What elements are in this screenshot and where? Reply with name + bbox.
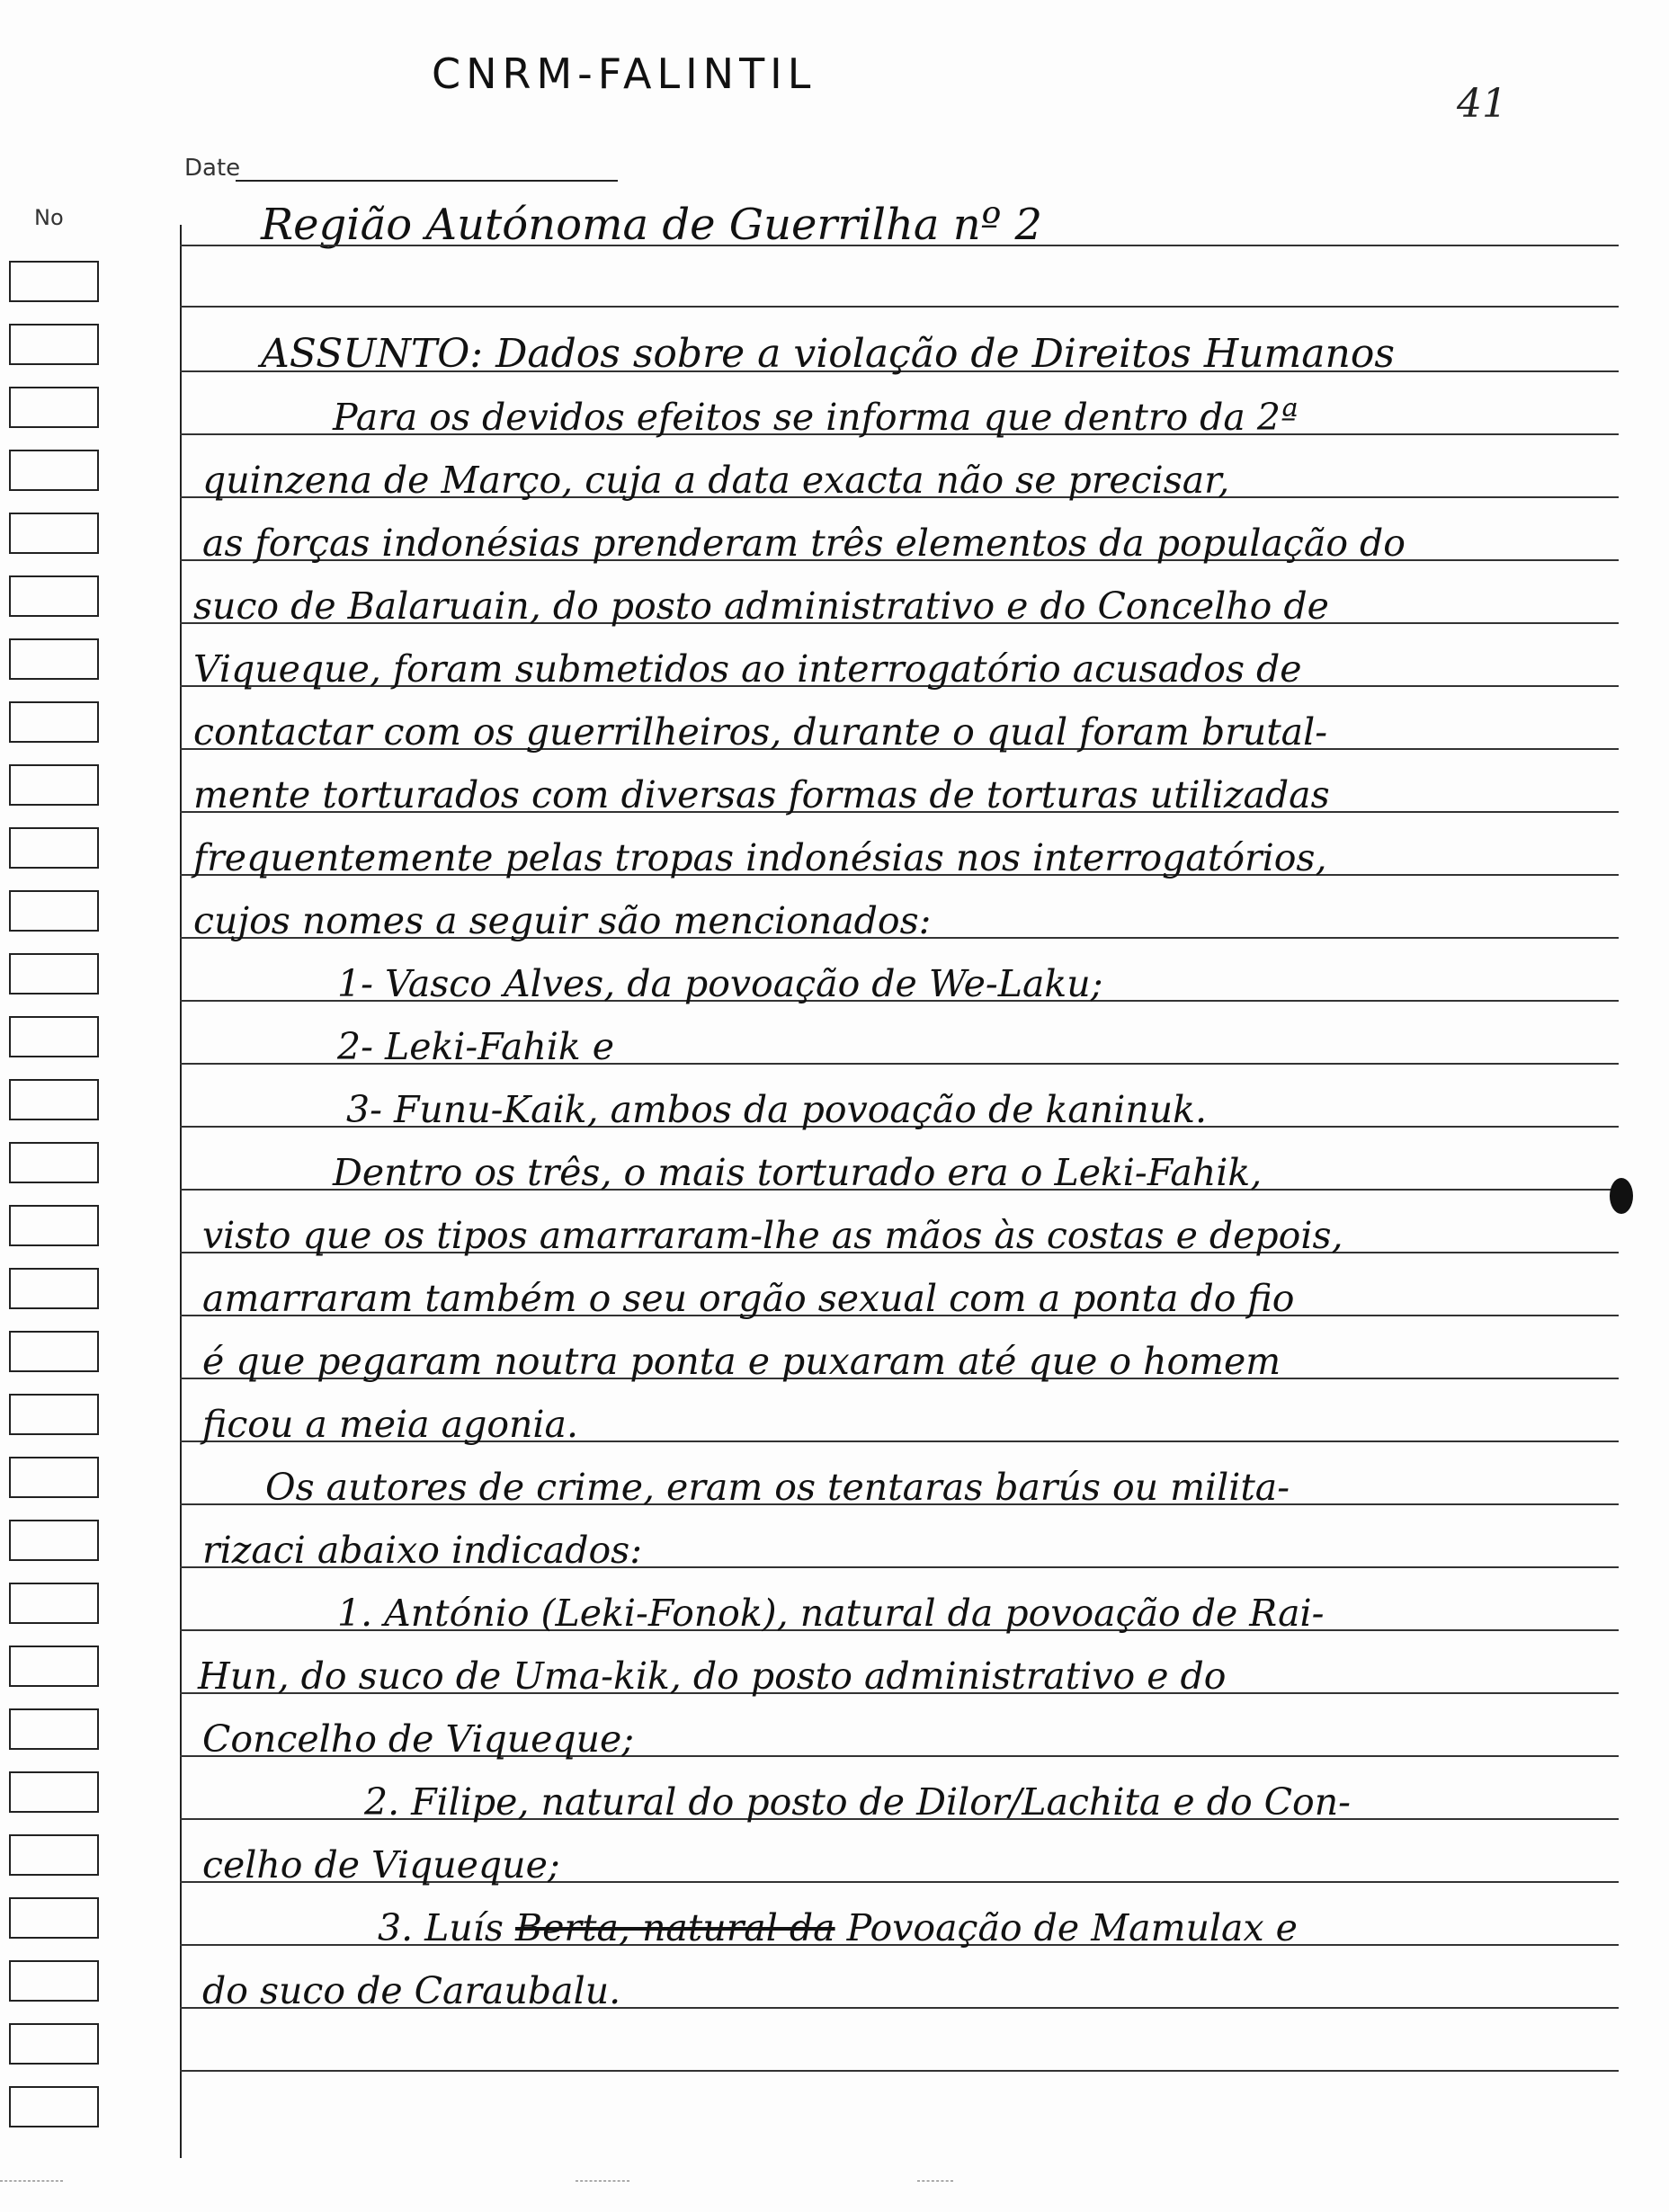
number-box[interactable]	[9, 1897, 99, 1939]
number-box[interactable]	[9, 1646, 99, 1687]
text-line: Concelho de Viqueque;	[202, 1717, 635, 1761]
text-line: quinzena de Março, cuja a data exacta não se precisar,	[202, 459, 1230, 502]
number-box[interactable]	[9, 575, 99, 617]
list-item: 1. António (Leki-Fonok), natural da povoação de Rai-	[337, 1592, 1325, 1635]
region-title: Região Autónoma de Guerrilha nº 2	[261, 200, 1043, 250]
text-line: amarraram também o seu orgão sexual com a ponta do fio	[202, 1277, 1295, 1320]
no-label: No	[34, 205, 64, 230]
number-box[interactable]	[9, 2023, 99, 2065]
list-item-name: 3. Luís	[378, 1906, 504, 1949]
number-box[interactable]	[9, 1079, 99, 1120]
date-rule	[236, 180, 618, 182]
struck-text: Berta, natural da	[514, 1906, 835, 1949]
org-title: CNRM-FALINTIL	[432, 49, 817, 98]
ruled-line	[180, 245, 1619, 246]
text-line: Viqueque, foram submetidos ao interrogatório acusados de	[193, 647, 1302, 691]
number-box[interactable]	[9, 1016, 99, 1057]
text-line: Dentro os três, o mais torturado era o Leki-Fahik,	[333, 1151, 1263, 1194]
number-box[interactable]	[9, 890, 99, 932]
margin-line	[180, 225, 182, 2158]
number-box[interactable]	[9, 1583, 99, 1624]
number-box[interactable]	[9, 1960, 99, 2002]
text-line: ficou a meia agonia.	[202, 1403, 579, 1446]
number-box[interactable]	[9, 450, 99, 491]
number-box[interactable]	[9, 513, 99, 554]
text-line: cujos nomes a seguir são mencionados:	[193, 899, 932, 942]
ink-blot	[1610, 1178, 1633, 1214]
page-number: 41	[1457, 81, 1507, 127]
text-line: frequentemente pelas tropas indonésias nos interrogatórios,	[193, 836, 1327, 879]
text-line: suco de Balaruain, do posto administrativo e do Concelho de	[193, 584, 1329, 628]
number-box[interactable]	[9, 1771, 99, 1813]
text-line: contactar com os guerrilheiros, durante o qual foram brutal-	[193, 710, 1328, 754]
number-box[interactable]	[9, 1520, 99, 1561]
ruled-line	[180, 306, 1619, 308]
list-item: 2. Filipe, natural do posto de Dilor/Lachita e do Con-	[364, 1780, 1351, 1824]
text-line: mente torturados com diversas formas de torturas utilizadas	[193, 773, 1330, 816]
number-box[interactable]	[9, 1331, 99, 1372]
text-line: as forças indonésias prenderam três elementos da população do	[202, 522, 1406, 565]
list-item: 3- Funu-Kaik, ambos da povoação de kaninuk.	[346, 1088, 1208, 1131]
list-item: 1- Vasco Alves, da povoação de We-Laku;	[337, 962, 1103, 1005]
text-line: Os autores de crime, eram os tentaras barús ou milita-	[265, 1466, 1290, 1509]
date-label: Date	[184, 155, 241, 182]
number-box[interactable]	[9, 1834, 99, 1876]
list-item-rest: Povoação de Mamulax e	[846, 1906, 1298, 1949]
number-box[interactable]	[9, 701, 99, 743]
number-box[interactable]	[9, 764, 99, 806]
text-line: celho de Viqueque;	[202, 1843, 560, 1886]
text-line: do suco de Caraubalu.	[202, 1969, 621, 2012]
number-box[interactable]	[9, 2086, 99, 2127]
number-box[interactable]	[9, 1205, 99, 1246]
number-box[interactable]	[9, 387, 99, 428]
subject-line: ASSUNTO: Dados sobre a violação de Direitos Humanos	[261, 331, 1395, 377]
number-box[interactable]	[9, 1142, 99, 1183]
text-line: rizaci abaixo indicados:	[202, 1529, 643, 1572]
number-box[interactable]	[9, 261, 99, 302]
number-box[interactable]	[9, 1457, 99, 1498]
number-box[interactable]	[9, 324, 99, 365]
list-item: 2- Leki-Fahik e	[337, 1025, 615, 1068]
number-box[interactable]	[9, 953, 99, 995]
number-box[interactable]	[9, 827, 99, 869]
ruled-line	[180, 2070, 1619, 2072]
number-box[interactable]	[9, 1394, 99, 1435]
text-line: Para os devidos efeitos se informa que dentro da 2ª	[333, 396, 1299, 439]
number-box[interactable]	[9, 638, 99, 680]
list-item	[378, 1906, 1298, 1949]
number-box[interactable]	[9, 1708, 99, 1750]
text-line: Hun, do suco de Uma-kik, do posto administrativo e do	[198, 1655, 1227, 1698]
number-box[interactable]	[9, 1268, 99, 1309]
text-line: é que pegaram noutra ponta e puxaram até que o homem	[202, 1340, 1281, 1383]
text-line: visto que os tipos amarraram-lhe as mãos às costas e depois,	[202, 1214, 1343, 1257]
